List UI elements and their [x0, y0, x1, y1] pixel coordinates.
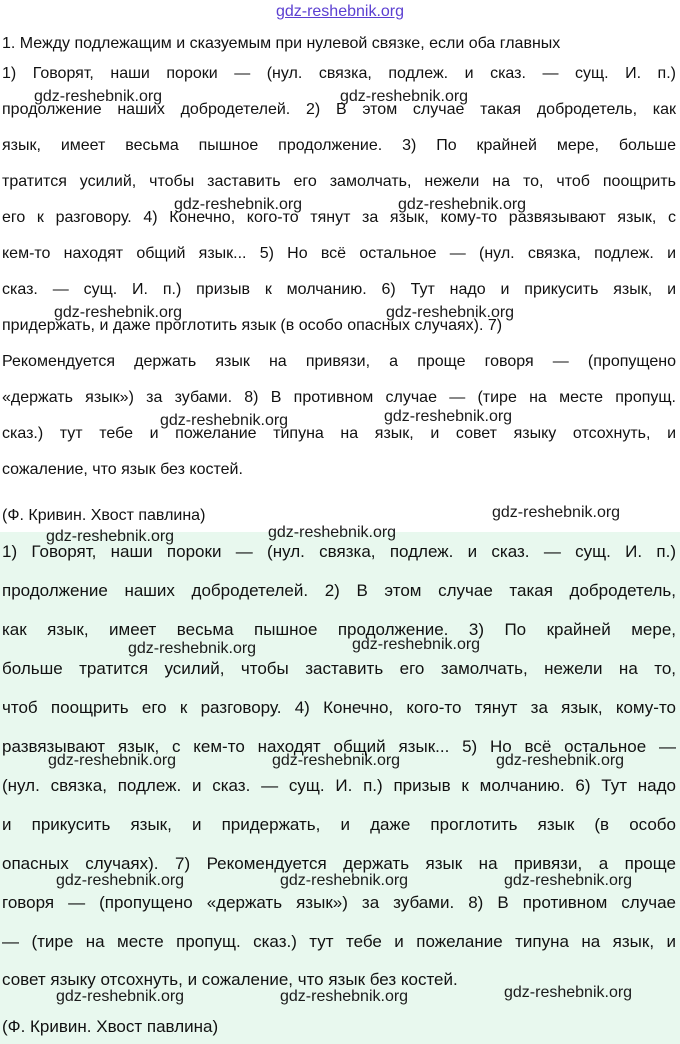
watermark: gdz-reshebnik.org: [280, 872, 409, 889]
answer-source-citation: (Ф. Кривин. Хвост павлина): [2, 1017, 219, 1036]
answer-line: развязывают язык, с кем-то находят общий язык... 5) Но всё остальное —: [2, 737, 676, 756]
watermark: gdz-reshebnik.org: [340, 88, 469, 105]
watermark: gdz-reshebnik.org: [352, 636, 481, 653]
answer-line: чтоб поощрить его к разговору. 4) Конечно, кого-то тянут за язык, кому-то: [2, 698, 676, 717]
answer-line: (нул. связка, подлеж. и сказ. — сущ. И. п.) призыв к молчанию. 6) Тут надо: [2, 776, 676, 795]
answer-line: говоря — (пропущено «держать язык») за зубами. 8) В противном случае: [2, 893, 676, 912]
site-link[interactable]: gdz-reshebnik.org: [275, 3, 405, 20]
watermark: gdz-reshebnik.org: [504, 872, 633, 889]
watermark: gdz-reshebnik.org: [34, 88, 163, 105]
watermark: gdz-reshebnik.org: [54, 304, 183, 321]
watermark: gdz-reshebnik.org: [174, 196, 303, 213]
watermark: gdz-reshebnik.org: [160, 412, 289, 429]
watermark: gdz-reshebnik.org: [504, 984, 633, 1001]
watermark: gdz-reshebnik.org: [56, 872, 185, 889]
watermark: gdz-reshebnik.org: [398, 196, 527, 213]
answer-line: совет языку отсохнуть, и сожаление, что язык без костей.: [2, 970, 458, 989]
text-line: его к разговору. 4) Конечно, кого-то тянут за язык, кому-то развязывают язык, с: [2, 209, 676, 226]
answer-line: больше тратится усилий, чтобы заставить его замолчать, нежели на то,: [2, 659, 676, 678]
watermark: gdz-reshebnik.org: [268, 524, 397, 541]
source-citation: (Ф. Кривин. Хвост павлина): [2, 507, 206, 524]
watermark: gdz-reshebnik.org: [272, 752, 401, 769]
text-line: тратится усилий, чтобы заставить его замолчать, нежели на то, чтоб поощрить: [2, 173, 676, 190]
watermark: gdz-reshebnik.org: [280, 988, 409, 1005]
text-line: «держать язык») за зубами. 8) В противном случае — (тире на месте пропущ.: [2, 389, 676, 406]
watermark: gdz-reshebnik.org: [46, 528, 175, 545]
text-line: сказ. — сущ. И. п.) призыв к молчанию. 6) Тут надо и прикусить язык, и: [2, 281, 676, 298]
watermark: gdz-reshebnik.org: [56, 988, 185, 1005]
text-line: 1) Говорят, наши пороки — (нул. связка, подлеж. и сказ. — сущ. И. п.): [2, 65, 676, 82]
watermark: gdz-reshebnik.org: [492, 504, 621, 521]
watermark: gdz-reshebnik.org: [386, 304, 515, 321]
watermark: gdz-reshebnik.org: [384, 408, 513, 425]
text-line: кем-то находят общий язык... 5) Но всё остальное — (нул. связка, подлеж. и: [2, 245, 676, 262]
watermark: gdz-reshebnik.org: [128, 640, 257, 657]
text-line: придержать, и даже проглотить язык (в особо опасных случаях). 7): [2, 317, 503, 334]
watermark: gdz-reshebnik.org: [496, 752, 625, 769]
watermark: gdz-reshebnik.org: [48, 752, 177, 769]
text-line: Рекомендуется держать язык на привязи, а проще говоря — (пропущено: [2, 353, 676, 370]
answer-block: [0, 532, 680, 1044]
text-line: сказ.) тут тебе и пожелание типуна на язык, и совет языку отсохнуть, и: [2, 425, 676, 442]
text-line: язык, имеет весьма пышное продолжение. 3) По крайней мере, больше: [2, 137, 676, 154]
answer-line: и прикусить язык, и придержать, и даже проглотить язык (в особо: [2, 815, 676, 834]
answer-line: 1) Говорят, наши пороки — (нул. связка, подлеж. и сказ. — сущ. И. п.): [2, 542, 676, 561]
text-line: продолжение наших добродетелей. 2) В этом случае такая добродетель, как: [2, 101, 676, 118]
site-header: [0, 0, 680, 26]
answer-line: — (тире на месте пропущ. сказ.) тут тебе и пожелание типуна на язык, и: [2, 932, 676, 951]
task-title: 1. Между подлежащим и сказуемым при нулевой связке, если оба главных: [2, 35, 561, 52]
text-line: сожаление, что язык без костей.: [2, 461, 243, 478]
answer-line: продолжение наших добродетелей. 2) В этом случае такая добродетель,: [2, 581, 676, 600]
answer-line: как язык, имеет весьма пышное продолжение. 3) По крайней мере,: [2, 620, 676, 639]
answer-line: опасных случаях). 7) Рекомендуется держать язык на привязи, а проще: [2, 854, 676, 873]
